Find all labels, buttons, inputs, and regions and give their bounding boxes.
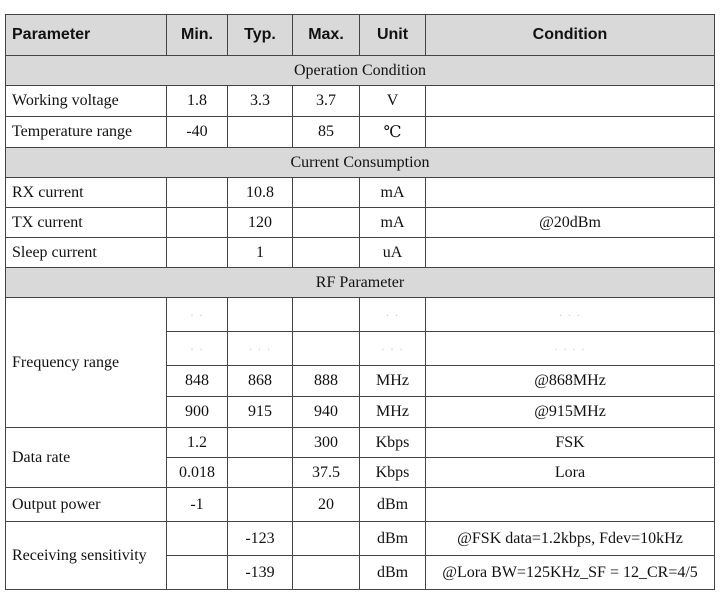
- condition-cell: @FSK data=1.2kbps, Fdev=10kHz: [426, 522, 715, 556]
- condition-cell: [426, 488, 715, 522]
- min-cell: 1.2: [167, 428, 228, 458]
- condition-cell: [426, 238, 715, 268]
- obscured-text: · · ·: [248, 341, 272, 356]
- max-cell: [293, 522, 360, 556]
- min-cell: [167, 178, 228, 208]
- unit-cell: Kbps: [360, 428, 426, 458]
- max-cell: [293, 178, 360, 208]
- header-unit: Unit: [360, 15, 426, 56]
- typ-cell: 3.3: [228, 86, 293, 117]
- max-cell: 37.5: [293, 458, 360, 488]
- table-row: [6, 117, 715, 148]
- table-row: [6, 298, 715, 332]
- condition-cell: FSK: [426, 428, 715, 458]
- table-row: [6, 86, 715, 117]
- typ-cell: [228, 458, 293, 488]
- param-cell: Output power: [6, 488, 167, 522]
- min-cell: [167, 332, 228, 366]
- max-cell: [293, 208, 360, 238]
- max-cell: 300: [293, 428, 360, 458]
- table-row: [6, 208, 715, 238]
- param-cell: Receiving sensitivity: [6, 522, 167, 590]
- max-cell: 3.7: [293, 86, 360, 117]
- typ-cell: [228, 298, 293, 332]
- max-cell: 20: [293, 488, 360, 522]
- obscured-text: · ·: [190, 307, 204, 322]
- unit-cell: [360, 298, 426, 332]
- spec-table: [5, 14, 715, 590]
- header-row: [6, 15, 715, 56]
- typ-cell: -139: [228, 556, 293, 590]
- typ-cell: 1: [228, 238, 293, 268]
- typ-cell: [228, 332, 293, 366]
- typ-cell: -123: [228, 522, 293, 556]
- condition-cell: @915MHz: [426, 397, 715, 428]
- unit-cell: MHz: [360, 366, 426, 397]
- max-cell: 85: [293, 117, 360, 148]
- min-cell: 1.8: [167, 86, 228, 117]
- min-cell: [167, 556, 228, 590]
- max-cell: [293, 332, 360, 366]
- section-row: [6, 268, 715, 298]
- unit-cell: uA: [360, 238, 426, 268]
- condition-cell: [426, 332, 715, 366]
- obscured-text: · · · ·: [554, 341, 586, 356]
- obscured-text: · · ·: [381, 341, 404, 356]
- section-operation-condition: Operation Condition: [6, 56, 715, 86]
- min-cell: [167, 298, 228, 332]
- min-cell: -1: [167, 488, 228, 522]
- max-cell: 940: [293, 397, 360, 428]
- min-cell: [167, 238, 228, 268]
- typ-cell: 10.8: [228, 178, 293, 208]
- min-cell: 900: [167, 397, 228, 428]
- min-cell: 848: [167, 366, 228, 397]
- table-row: [6, 488, 715, 522]
- min-cell: [167, 208, 228, 238]
- typ-cell: [228, 488, 293, 522]
- unit-cell: dBm: [360, 556, 426, 590]
- condition-cell: @868MHz: [426, 366, 715, 397]
- param-cell: Data rate: [6, 428, 167, 488]
- unit-cell: ℃: [360, 117, 426, 148]
- unit-cell: V: [360, 86, 426, 117]
- obscured-text: · ·: [385, 307, 400, 322]
- unit-cell: Kbps: [360, 458, 426, 488]
- condition-cell: [426, 298, 715, 332]
- param-cell: RX current: [6, 178, 167, 208]
- header-condition: Condition: [426, 15, 715, 56]
- typ-cell: [228, 428, 293, 458]
- param-cell: Frequency range: [6, 298, 167, 428]
- min-cell: -40: [167, 117, 228, 148]
- header-parameter: Parameter: [6, 15, 167, 56]
- obscured-text: · ·: [190, 341, 204, 356]
- section-row: [6, 56, 715, 86]
- header-typ: Typ.: [228, 15, 293, 56]
- table-row: [6, 428, 715, 458]
- typ-cell: 120: [228, 208, 293, 238]
- table-row: [6, 178, 715, 208]
- max-cell: 888: [293, 366, 360, 397]
- section-rf-parameter: RF Parameter: [6, 268, 715, 298]
- unit-cell: mA: [360, 208, 426, 238]
- typ-cell: 915: [228, 397, 293, 428]
- condition-cell: [426, 86, 715, 117]
- condition-cell: [426, 178, 715, 208]
- table-row: [6, 522, 715, 556]
- min-cell: 0.018: [167, 458, 228, 488]
- param-cell: Temperature range: [6, 117, 167, 148]
- obscured-text: · · ·: [558, 307, 582, 322]
- table-row: [6, 238, 715, 268]
- max-cell: [293, 298, 360, 332]
- param-cell: Working voltage: [6, 86, 167, 117]
- unit-cell: mA: [360, 178, 426, 208]
- section-current-consumption: Current Consumption: [6, 148, 715, 178]
- typ-cell: 868: [228, 366, 293, 397]
- header-max: Max.: [293, 15, 360, 56]
- max-cell: [293, 238, 360, 268]
- unit-cell: [360, 332, 426, 366]
- unit-cell: dBm: [360, 488, 426, 522]
- param-cell: Sleep current: [6, 238, 167, 268]
- typ-cell: [228, 117, 293, 148]
- param-cell: TX current: [6, 208, 167, 238]
- max-cell: [293, 556, 360, 590]
- condition-cell: [426, 117, 715, 148]
- min-cell: [167, 522, 228, 556]
- condition-cell: @20dBm: [426, 208, 715, 238]
- condition-cell: @Lora BW=125KHz_SF = 12_CR=4/5: [426, 556, 715, 590]
- unit-cell: dBm: [360, 522, 426, 556]
- unit-cell: MHz: [360, 397, 426, 428]
- section-row: [6, 148, 715, 178]
- header-min: Min.: [167, 15, 228, 56]
- condition-cell: Lora: [426, 458, 715, 488]
